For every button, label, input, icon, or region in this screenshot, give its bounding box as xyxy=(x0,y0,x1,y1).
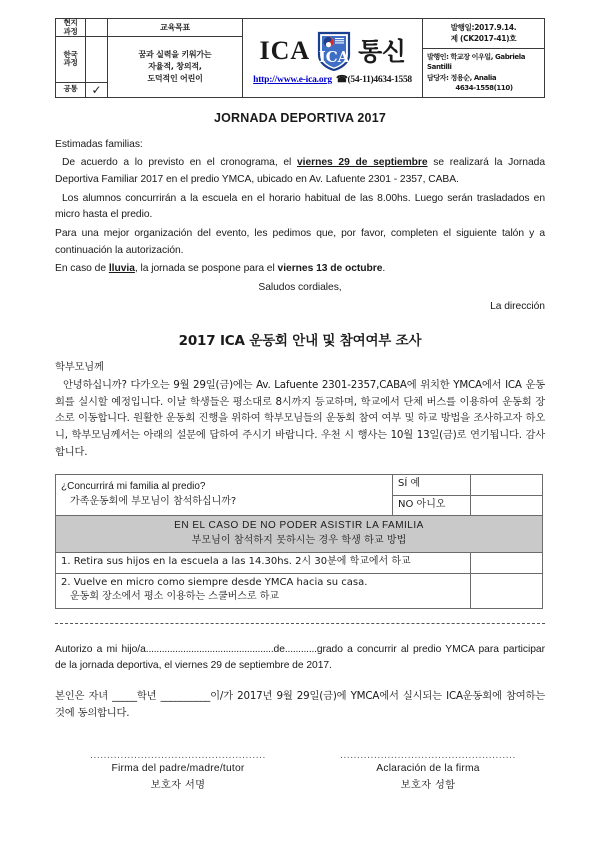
goal-line-3: 도덕적인 어린이 xyxy=(147,73,203,83)
course-checkbox-korea[interactable] xyxy=(86,37,108,82)
auth-blank-grade[interactable]: ............ xyxy=(284,643,317,655)
signature-block-right xyxy=(333,751,523,791)
rain-keyword: lluvia xyxy=(108,263,135,275)
logo-cell xyxy=(243,19,423,98)
contact-extension: 4634-1558(110) xyxy=(455,84,513,92)
spanish-signature: La dirección xyxy=(490,300,545,312)
auth-es-pre: Autorizo a mi hijo/a xyxy=(55,643,146,655)
auth-kr-pre: 본인은 자녀 xyxy=(55,690,113,703)
svg-text:ICA: ICA xyxy=(318,48,350,67)
education-goal-title: 교육목표 xyxy=(108,19,243,37)
letterhead-table xyxy=(55,18,545,98)
course-korea-line1: 한국 xyxy=(63,49,78,59)
signature-line-left[interactable]: .................................................... xyxy=(90,751,266,762)
table-row xyxy=(56,516,543,553)
course-label-common: 공통 xyxy=(56,82,86,97)
survey-table xyxy=(55,474,543,609)
signature-line-right[interactable]: .................................................... xyxy=(340,751,516,762)
survey-question-kr: 가족운동회에 부모님이 참석하십니까? xyxy=(70,495,237,507)
course-checkbox-common[interactable]: ✓ xyxy=(86,82,108,97)
person-in-charge: 담당자: 정용순, Analia xyxy=(427,73,497,82)
education-goal-body xyxy=(108,37,243,97)
letterhead-row-1 xyxy=(56,19,545,37)
signature-block-left xyxy=(83,751,273,791)
korean-greeting: 학부모님께 xyxy=(55,361,104,374)
sp1-pre: De acuerdo a lo previsto en el cronograma, el xyxy=(62,157,297,169)
rain-date-highlight: viernes 13 de octubre xyxy=(277,263,383,275)
spacer xyxy=(55,677,545,688)
signature-label-left-kr: 보호자 서명 xyxy=(150,779,206,792)
survey-question-cell xyxy=(56,475,393,516)
spacer xyxy=(55,624,545,642)
spanish-paragraph-4 xyxy=(55,261,545,278)
ica-shield-logo-icon xyxy=(317,31,351,71)
logo-row xyxy=(243,27,422,71)
course-label-korea xyxy=(56,37,86,82)
survey-option-2 xyxy=(56,573,471,608)
spanish-paragraph-2: Los alumnos concurrirán a la escuela en el horario habitual de las 8.00hs. Luego serán trasladados en micro hasta el predio. xyxy=(55,192,545,221)
course-local-line2: 과정 xyxy=(63,26,78,36)
course-korea-line2: 과정 xyxy=(63,58,78,68)
sp4-pre: En caso de xyxy=(55,263,109,275)
survey-checkbox-option-2[interactable] xyxy=(471,573,543,608)
ica-wordmark: ICA xyxy=(259,36,311,66)
publication-people-block xyxy=(423,49,544,97)
sp1-post: se realizará la Jornada Deportiva Familiar 2017 en el predio YMCA, ubicado en Av. Lafuente 2301 - 2357, CABA. xyxy=(55,157,545,185)
signature-label-right-es: Aclaración de la firma xyxy=(376,763,480,775)
course-checkbox-local[interactable] xyxy=(86,19,108,37)
auth-kr-post: 이/가 2017년 9월 29일(금)에 YMCA에서 실시되는 ICA운동회에 참여하는 것에 동의합니다. xyxy=(55,690,545,719)
auth-es-post: grado a concurrir al predio YMCA para participar de la jornada deportiva, el viernes 29 de septiembre de 2017. xyxy=(55,643,545,672)
spanish-paragraph-1 xyxy=(55,155,545,188)
table-row xyxy=(56,475,543,496)
survey-option-no: NO 아니오 xyxy=(393,495,471,516)
survey-checkbox-yes[interactable] xyxy=(471,475,543,496)
contact-row xyxy=(243,71,422,88)
goal-line-1: 꿈과 실력을 키워가는 xyxy=(138,50,212,60)
tongsin-wordmark: 통신 xyxy=(358,36,406,66)
spanish-title: JORNADA DEPORTIVA 2017 xyxy=(213,110,387,125)
signature-label-right-kr: 보호자 성함 xyxy=(400,779,456,792)
authorization-spanish xyxy=(55,642,545,675)
survey-option-2-line2: 운동회 장소에서 평소 이용하는 스쿨버스로 하교 xyxy=(70,591,280,603)
table-row xyxy=(56,573,543,608)
auth-kr-blank-name[interactable]: __________ xyxy=(160,690,211,703)
publisher-name: 발행인: 학교장 이우일, Gabriela Santilli xyxy=(427,52,526,71)
korean-body: 안녕하십니까? 다가오는 9월 29일(금)에는 Av. Lafuente 2301-2357,CABA에 위치한 YMCA에서 ICA 운동회를 실시할 예정입니다. 이날 학생들은 평소대로 8시까지 등교하며, 학교에서 단체 버스를 이용하여 운동회 장소로 이동합니다. 원활한 운동회 진행을 위하여 학부모님들의 운동회 참여 여부 및 하교 방법을 조사하고자 하오니, 학부모님께서는 아래의 설문에 답하여 주시기 바랍니다. 우천 시 행사는 10월 13일(금)로 연기됩니다. 감사합니다. xyxy=(55,378,545,458)
korean-title: 2017 ICA 운동회 안내 및 참여여부 조사 xyxy=(178,333,422,350)
sp4-mid: , la jornada se pospone para el xyxy=(134,263,278,275)
goal-line-2: 자율적, 창의적, xyxy=(148,62,202,72)
auth-kr-blank-grade[interactable]: _____ xyxy=(112,690,137,703)
authorization-korean xyxy=(55,688,545,721)
survey-question-es: ¿Concurrirá mi familia al predio? xyxy=(61,481,206,493)
signature-area xyxy=(55,751,545,791)
publication-number: 제 (CK2017-41)호 xyxy=(450,34,517,44)
publication-date: 발행일:2017.9.14. xyxy=(450,23,517,32)
course-local-line1: 현지 xyxy=(63,18,78,27)
survey-checkbox-no[interactable] xyxy=(471,495,543,516)
survey-checkbox-option-1[interactable] xyxy=(471,553,543,574)
school-website-link[interactable]: http://www.e-ica.org xyxy=(253,75,332,86)
signature-label-left-es: Firma del padre/madre/tutor xyxy=(111,763,245,775)
auth-es-mid: de xyxy=(273,643,285,655)
course-label-local xyxy=(56,19,86,37)
banner-text-kr: 부모님이 참석하지 못하시는 경우 학생 하교 방법 xyxy=(191,534,407,546)
spanish-paragraph-3: Para una mejor organización del evento, les pedimos que, por favor, completen el siguiente talón y a continuación la autorización. xyxy=(55,227,545,256)
publication-meta-cell xyxy=(423,19,545,98)
survey-option-1: 1. Retira sus hijos en la escuela a las 14.30hs. 2시 30분에 학교에서 하교 xyxy=(56,553,471,574)
spanish-greeting: Estimadas familias: xyxy=(55,138,143,150)
spanish-closing: Saludos cordiales, xyxy=(258,281,342,293)
banner-text-es: EN EL CASO DE NO PODER ASISTIR LA FAMILIA xyxy=(174,520,424,532)
publication-date-block xyxy=(423,19,544,49)
survey-section-banner xyxy=(56,516,543,553)
table-row xyxy=(56,553,543,574)
auth-blank-name[interactable]: ................................................ xyxy=(145,643,274,655)
sp4-post: . xyxy=(382,263,386,275)
survey-option-yes: SÍ 예 xyxy=(393,475,471,496)
school-phone: ☎(54-11)4634-1558 xyxy=(335,75,412,86)
auth-kr-mid: 학년 xyxy=(136,690,161,703)
event-date-highlight: viernes 29 de septiembre xyxy=(297,157,428,169)
survey-option-2-line1: 2. Vuelve en micro como siempre desde YMCA hacia su casa. xyxy=(61,576,368,588)
